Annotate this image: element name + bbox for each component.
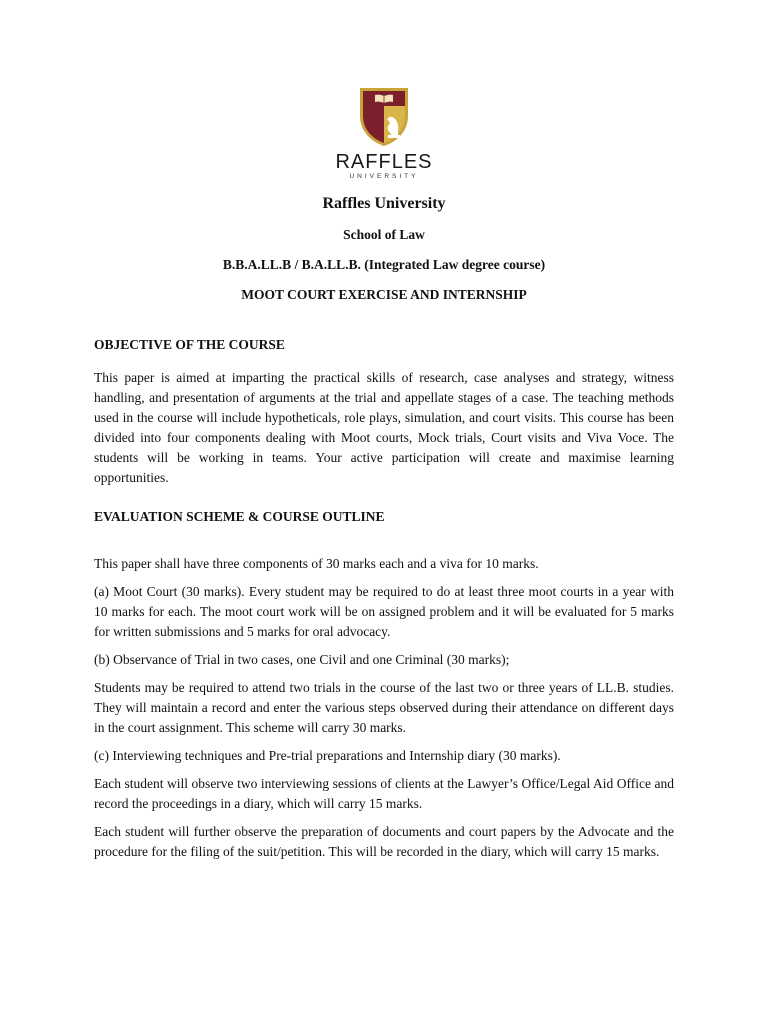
- logo-wordmark: RAFFLES: [335, 151, 433, 173]
- objective-heading: OBJECTIVE OF THE COURSE: [94, 337, 285, 352]
- documents-paragraph: Each student will further observe the preparation of documents and court papers by the Advocate and the procedure for the filing of the suit/petition. This will be recorded in the diary, which will carry 15 marks.: [94, 824, 674, 859]
- interviewing-paragraph: (c) Interviewing techniques and Pre-trial preparations and Internship diary (30 marks).: [94, 748, 561, 763]
- university-logo: [94, 0, 674, 186]
- objective-paragraph: This paper is aimed at imparting the practical skills of research, case analyses and strategy, witness handling, and presentation of arguments at the trial and appellate stages of a case. The teaching methods used in the course will include hypotheticals, role plays, simulation, and court visits. This course has been divided into four components dealing with Moot courts, Mock trials, Court visits and Viva Voce. The students will be working in teams. Your active participation will create and maximise learning opportunities.: [94, 370, 674, 485]
- school-name: School of Law: [343, 227, 425, 242]
- interview-sessions-paragraph: Each student will observe two interviewing sessions of clients at the Lawyer’s Office/Legal Aid Office and record the proceedings in a diary, which will carry 15 marks.: [94, 776, 674, 811]
- exercise-title: MOOT COURT EXERCISE AND INTERNSHIP: [241, 287, 527, 302]
- course-name: B.B.A.LL.B / B.A.LL.B. (Integrated Law degree course): [222, 257, 546, 272]
- trial-details-paragraph: Students may be required to attend two trials in the course of the last two or three years of LL.B. studies. They will maintain a record and enter the various steps observed during their attendance on different days in the court assignment. This scheme will carry 30 marks.: [94, 680, 674, 735]
- evaluation-heading: EVALUATION SCHEME & COURSE OUTLINE: [94, 509, 385, 524]
- university-title: Raffles University: [322, 195, 446, 212]
- evaluation-intro-paragraph: This paper shall have three components of 30 marks each and a viva for 10 marks.: [94, 556, 539, 571]
- shield-crest-icon: [358, 86, 410, 148]
- logo-subtitle: UNIVERSITY: [349, 173, 419, 180]
- trial-observance-paragraph: (b) Observance of Trial in two cases, one Civil and one Criminal (30 marks);: [94, 652, 510, 667]
- moot-court-paragraph: (a) Moot Court (30 marks). Every student may be required to do at least three moot courts in a year with 10 marks for each. The moot court work will be on assigned problem and it will be evaluated for 5 marks for written submissions and 5 marks for oral advocacy.: [94, 584, 674, 639]
